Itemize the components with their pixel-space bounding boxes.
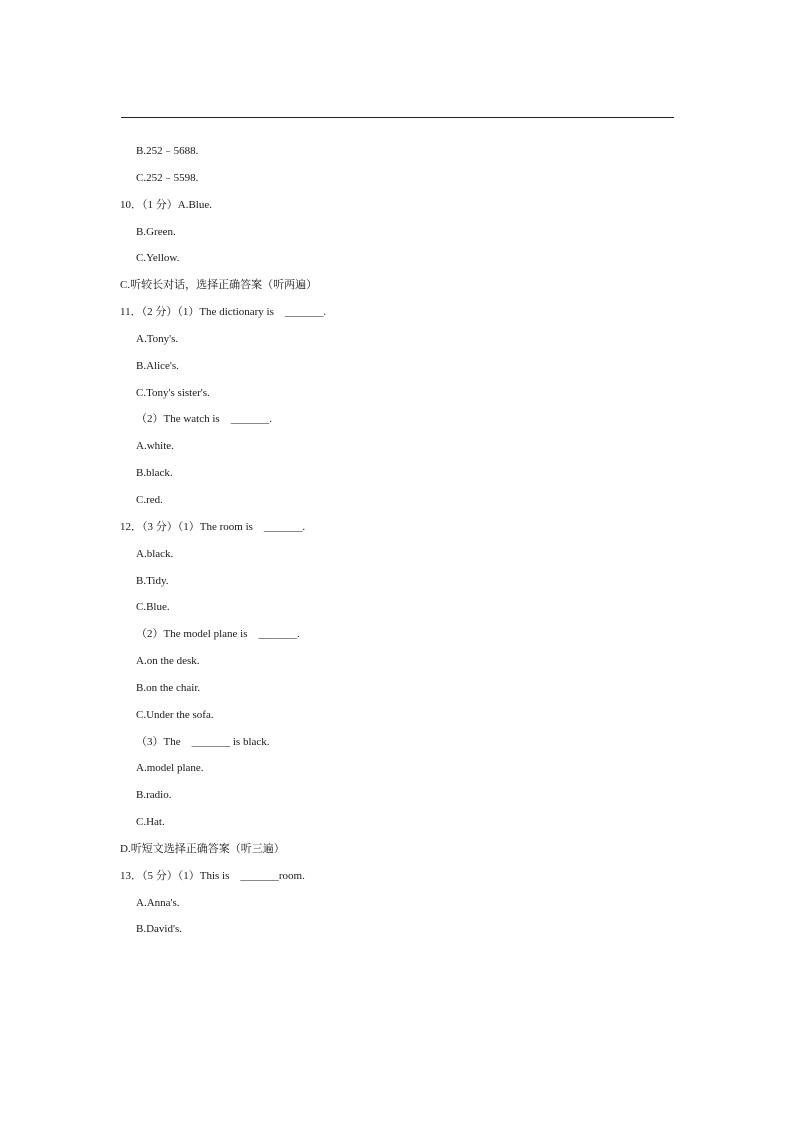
answer-option: C.red. <box>136 493 163 506</box>
section-heading-c: C.听较长对话，选择正确答案（听两遍） <box>120 279 318 292</box>
answer-option: C.Blue. <box>136 601 170 614</box>
answer-option: A.model plane. <box>136 762 204 775</box>
question-11: 11．（2 分）（1）The dictionary is _______. <box>120 306 327 319</box>
answer-option: C.Hat. <box>136 816 165 829</box>
answer-option: B.on the chair. <box>136 681 201 694</box>
answer-option: C.Tony's sister's. <box>136 386 210 399</box>
answer-option: C.252﹣5598. <box>136 171 199 184</box>
answer-option: B.David's. <box>136 923 182 936</box>
header-rule <box>121 117 674 118</box>
sub-question: （2）The model plane is _______. <box>136 628 300 641</box>
answer-option: C.Yellow. <box>136 252 180 265</box>
section-heading-d: D.听短文选择正确答案（听三遍） <box>120 842 285 855</box>
question-12: 12．（3 分）（1）The room is _______. <box>120 520 306 533</box>
answer-option: B.Green. <box>136 225 176 238</box>
answer-option: A.Anna's. <box>136 896 180 909</box>
answer-option: B.Alice's. <box>136 359 179 372</box>
sub-question: （2）The watch is _______. <box>136 413 272 426</box>
sub-question: （3）The _______ is black. <box>136 735 270 748</box>
question-13: 13．（5 分）（1）This is _______room. <box>120 869 305 882</box>
answer-option: A.white. <box>136 440 174 453</box>
answer-option: A.Tony's. <box>136 332 179 345</box>
answer-option: C.Under the sofa. <box>136 708 214 721</box>
question-content <box>0 143 794 948</box>
answer-option: B.radio. <box>136 789 172 802</box>
answer-option: A.on the desk. <box>136 655 200 668</box>
answer-option: B.black. <box>136 467 173 480</box>
answer-option: B.Tidy. <box>136 574 169 587</box>
answer-option: A.black. <box>136 547 174 560</box>
answer-option: B.252﹣5688. <box>136 145 199 157</box>
question-10: 10．（1 分）A.Blue. <box>120 198 212 211</box>
